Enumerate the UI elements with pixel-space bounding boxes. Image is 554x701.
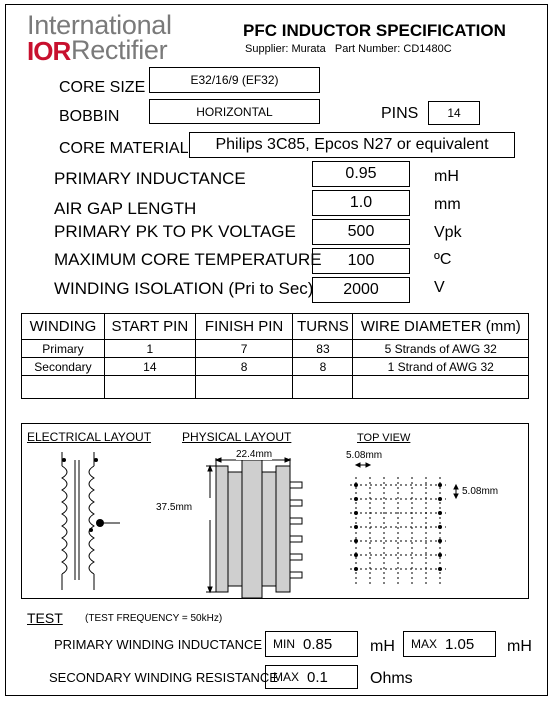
param-unit: mH	[434, 168, 459, 185]
min-value: 0.85	[303, 635, 333, 653]
logo-international: International	[27, 10, 172, 40]
table-cell: 7	[195, 340, 293, 358]
table-cell	[293, 376, 353, 399]
param-value: 100	[312, 248, 410, 274]
resistance-unit: Ohms	[370, 670, 413, 687]
logo-ior-mark: IOR	[27, 36, 71, 66]
resistance-max-value: 0.1	[307, 668, 328, 686]
height-dimension: 37.5mm	[156, 502, 193, 513]
supplier-label: Supplier:	[245, 43, 289, 55]
bobbin-label: BOBBIN	[59, 108, 120, 125]
max-unit: mH	[507, 638, 532, 655]
param-label: MAXIMUM CORE TEMPERATURE	[54, 250, 322, 269]
table-cell: 1	[104, 340, 195, 358]
width-dimension: 22.4mm	[236, 449, 273, 460]
table-cell	[22, 376, 105, 399]
max-value-box	[403, 631, 496, 657]
supplier-line	[245, 43, 452, 55]
table-cell: Primary	[22, 340, 105, 358]
top-view-title: TOP VIEW	[357, 432, 411, 444]
column-header: TURNS	[293, 314, 353, 340]
winding-table	[21, 313, 529, 399]
core-size-label: CORE SIZE	[59, 79, 146, 96]
param-unit: Vpk	[434, 224, 462, 241]
table-cell	[353, 376, 529, 399]
max-value: 1.05	[445, 635, 475, 653]
table-cell: Secondary	[22, 358, 105, 376]
table-cell: 8	[195, 358, 293, 376]
table-cell	[195, 376, 293, 399]
logo-rectifier: Rectifier	[71, 35, 168, 65]
min-value-box	[265, 631, 358, 657]
secondary-resistance-test-label: SECONDARY WINDING RESISTANCE	[49, 670, 278, 685]
electrical-layout-title: ELECTRICAL LAYOUT	[27, 430, 152, 444]
pitch-vertical-dimension: 5.08mm	[462, 486, 499, 497]
table-cell: 14	[104, 358, 195, 376]
table-cell: 1 Strand of AWG 32	[353, 358, 529, 376]
param-label: PRIMARY PK TO PK VOLTAGE	[54, 222, 296, 241]
pins-label: PINS	[381, 105, 419, 122]
table-row-empty	[22, 376, 529, 399]
part-number-label: Part Number:	[334, 43, 401, 55]
column-header: WIRE DIAMETER (mm)	[353, 314, 529, 340]
supplier-value: Murata	[291, 43, 326, 55]
test-frequency: (TEST FREQUENCY = 50kHz)	[85, 613, 223, 624]
param-label: AIR GAP LENGTH	[54, 199, 197, 218]
table-cell: 5 Strands of AWG 32	[353, 340, 529, 358]
column-header: WINDING	[22, 314, 105, 340]
max-label: MAX	[411, 637, 438, 651]
table-header-row	[22, 314, 529, 340]
core-material-value: Philips 3C85, Epcos N27 or equivalent	[189, 132, 515, 158]
table-cell: 8	[293, 358, 353, 376]
physical-drawing	[150, 448, 320, 598]
table-row	[22, 340, 529, 358]
param-unit: V	[434, 279, 445, 296]
page-title: PFC INDUCTOR SPECIFICATION	[243, 21, 506, 40]
pins-value: 14	[428, 101, 480, 125]
param-value: 2000	[312, 277, 410, 303]
param-value: 0.95	[312, 161, 410, 187]
column-header: START PIN	[104, 314, 195, 340]
part-number-value: CD1480C	[403, 43, 452, 55]
primary-inductance-test-label: PRIMARY WINDING INDUCTANCE	[54, 637, 263, 652]
resistance-max-label: MAX	[273, 670, 300, 684]
min-label: MIN	[273, 637, 295, 651]
top-view-grid	[340, 455, 520, 595]
table-cell: 83	[293, 340, 353, 358]
table-cell	[104, 376, 195, 399]
test-title: TEST	[27, 610, 63, 626]
param-unit: mm	[434, 196, 461, 213]
table-row	[22, 358, 529, 376]
resistance-max-box	[265, 665, 358, 689]
param-unit: ºC	[434, 251, 452, 268]
core-size-value: E32/16/9 (EF32)	[149, 67, 320, 93]
param-value: 1.0	[312, 190, 410, 216]
electrical-schematic	[42, 450, 132, 598]
bobbin-value: HORIZONTAL	[149, 99, 320, 124]
param-label: PRIMARY INDUCTANCE	[54, 169, 246, 188]
column-header: FINISH PIN	[195, 314, 293, 340]
param-value: 500	[312, 219, 410, 245]
physical-layout-title: PHYSICAL LAYOUT	[182, 430, 292, 444]
core-material-label: CORE MATERIAL	[59, 140, 189, 157]
min-unit: mH	[370, 638, 395, 655]
param-label: WINDING ISOLATION (Pri to Sec)	[54, 279, 314, 298]
pitch-horizontal-dimension: 5.08mm	[346, 450, 383, 461]
